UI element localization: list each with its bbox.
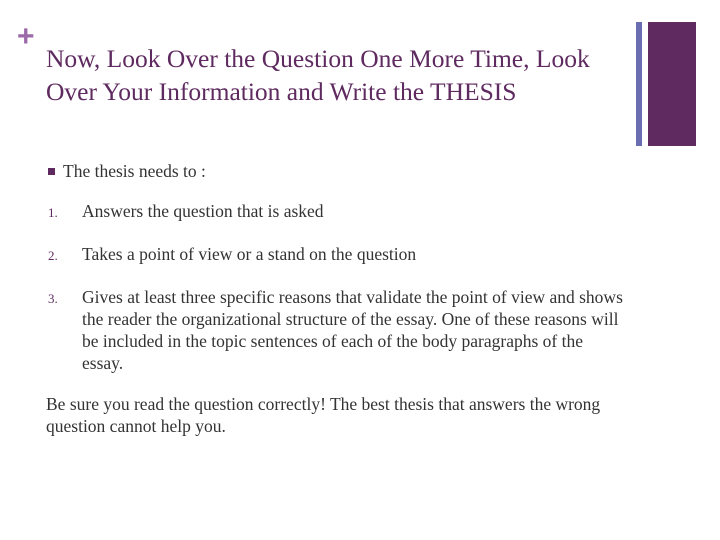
slide-content [46,160,626,437]
closing-note: Be sure you read the question correctly! The best thesis that answers the wrong question cannot help you. [46,394,601,436]
slide-title: Now, Look Over the Question One More Time, Look Over Your Information and Write the THESIS [46,44,590,106]
list-number: 3. [48,291,58,306]
list-item [46,286,626,374]
list-item-text: Gives at least three specific reasons that validate the point of view and shows the reader the organizational structure of the essay. One of these reasons will be included in the topic sentences of each of the body paragraphs of the essay. [82,287,623,373]
bullet-text: The thesis needs to : [63,161,206,181]
decorative-color-block [648,22,696,146]
square-bullet-icon [48,168,55,175]
decorative-vertical-line [636,22,642,146]
list-item [46,200,626,224]
list-item [46,243,626,267]
list-item-text: Answers the question that is asked [82,201,324,221]
list-number: 2. [48,248,58,263]
list-item-text: Takes a point of view or a stand on the question [82,244,417,264]
plus-icon: + [17,20,35,53]
numbered-list [46,200,626,374]
bullet-item [46,160,626,182]
list-number: 1. [48,205,58,220]
